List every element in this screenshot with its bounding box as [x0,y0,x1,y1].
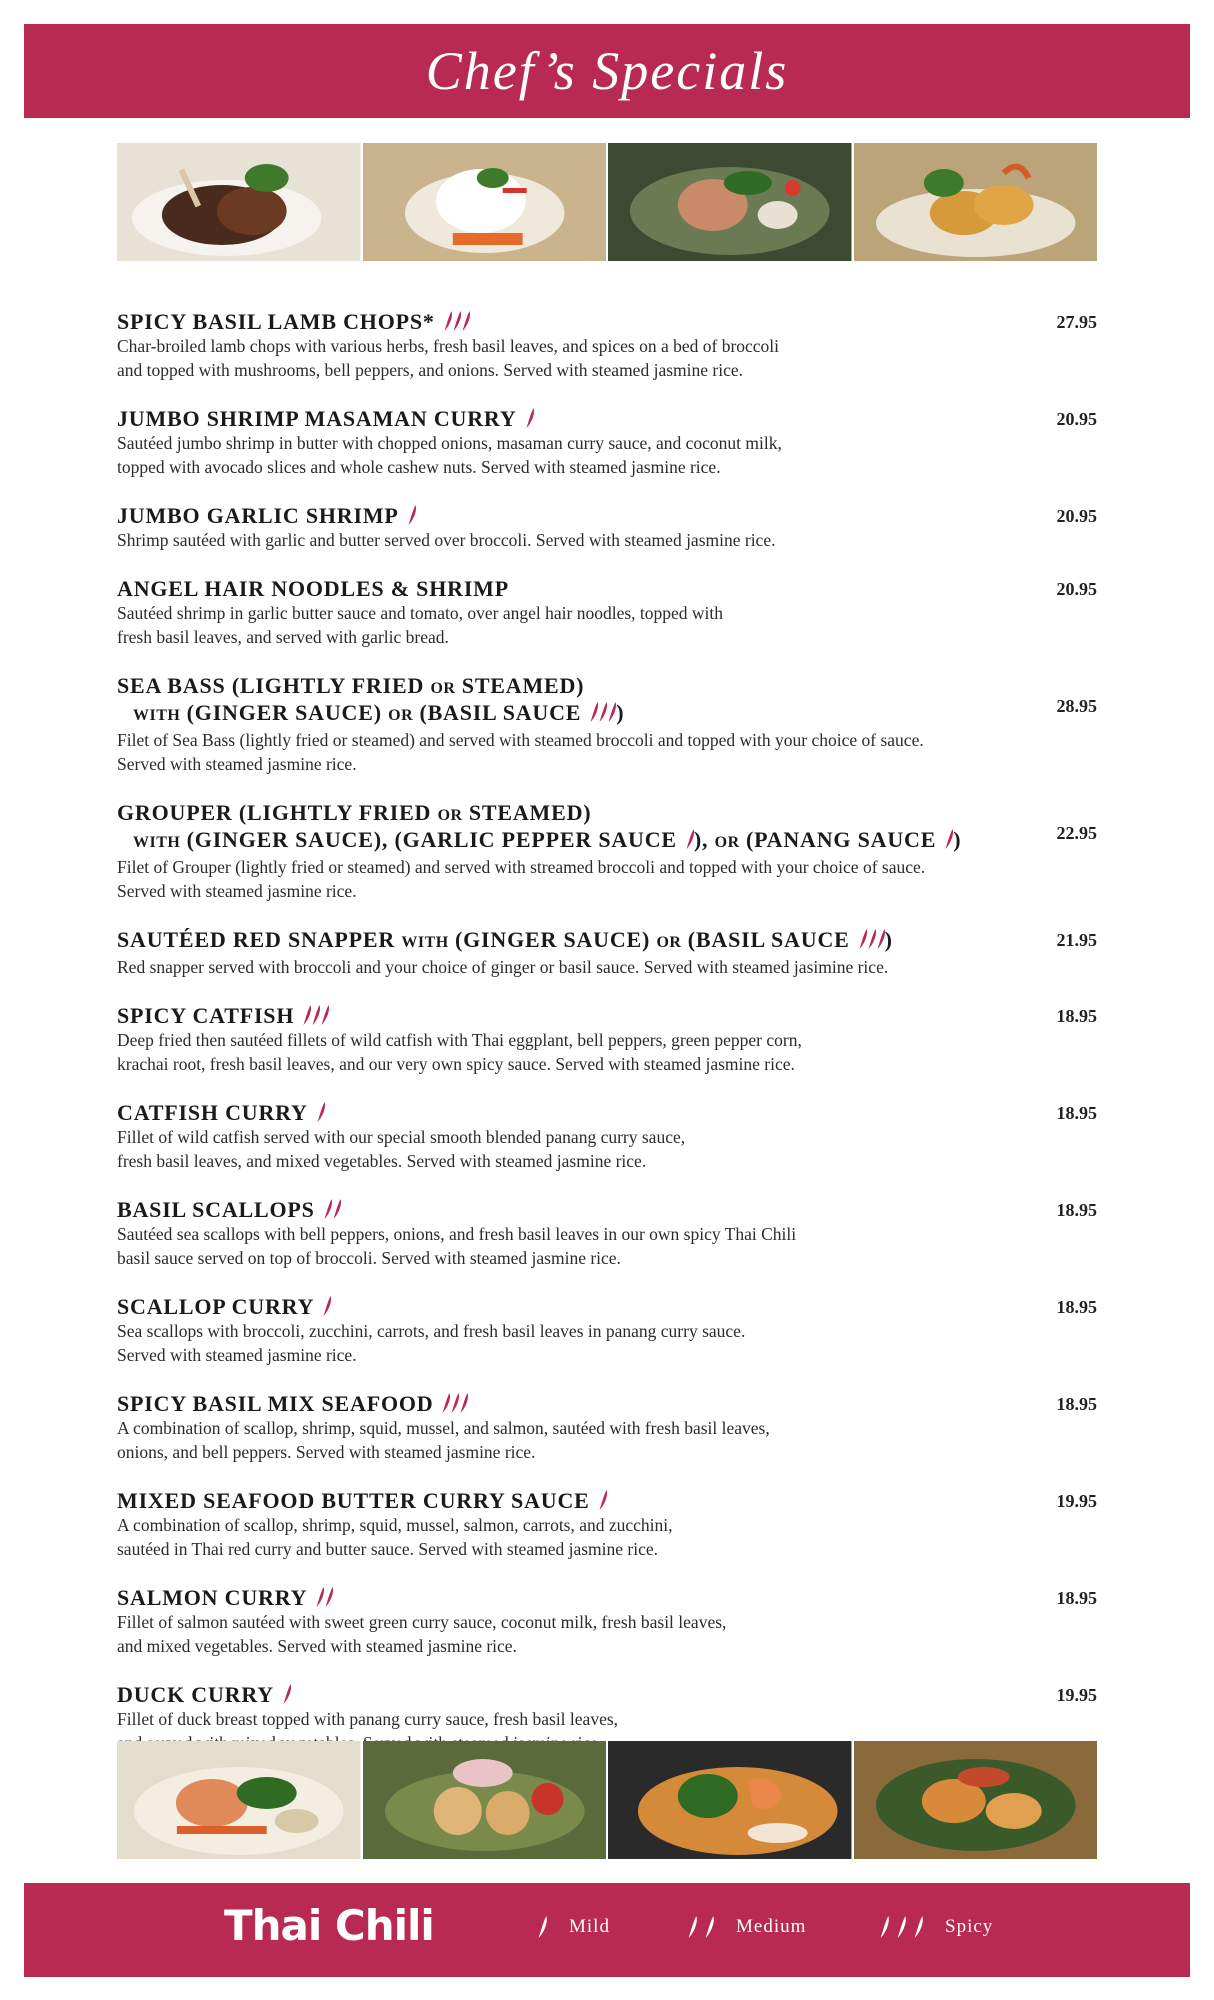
title-text: (PANANG SAUCE [745,827,937,852]
seafood-basil-photo [117,1741,361,1859]
description-line: Filet of Grouper (lightly fried or steamed) and served with streamed broccoli and topped with your choice of sauce. [117,857,926,877]
chili-icon [896,1915,908,1939]
chili-icon [913,1915,925,1939]
description-line: onions, and bell peppers. Served with steamed jasmine rice. [117,1442,536,1462]
chili-icon [537,1915,549,1939]
chili-icon [322,1295,333,1317]
bottom-photo-strip [117,1741,1097,1859]
title-text: SPICY BASIL LAMB CHOPS* [117,309,435,334]
menu-item-price: 20.95 [1056,579,1097,599]
title-text: SEA BASS (LIGHTLY FRIED [117,673,425,698]
description-line: A combination of scallop, shrimp, squid, mussel, salmon, carrots, and zucchini, [117,1515,673,1535]
title-text: JUMBO GARLIC SHRIMP [117,503,399,528]
title-text: (GINGER SAUCE) [186,700,382,725]
description-line: Sautéed jumbo shrimp in butter with chopped onions, masaman curry sauce, and coconut milk, [117,433,782,453]
chili-icon [282,1683,293,1705]
menu-item-description [117,528,1032,552]
title-text: GROUPER (LIGHTLY FRIED [117,800,432,825]
description-line: sautéed in Thai red curry and butter sauce. Served with steamed jasmine rice. [117,1539,659,1559]
menu-item-description [117,1125,1032,1173]
chili-rating [407,504,416,528]
small-caps-word: WITH [401,934,449,951]
description-line: Shrimp sautéed with garlic and butter served over broccoli. Served with steamed jasmine rice. [117,530,776,550]
chili-icon [324,1586,335,1608]
lamb-chops-photo [117,143,361,261]
menu-list [117,310,1097,1780]
menu-item-title [117,1489,1097,1513]
menu-item-price: 20.95 [1056,506,1097,526]
chili-rating [323,1198,341,1222]
menu-item-title [117,1004,1097,1028]
top-photo-strip [117,143,1097,261]
description-line: krachai root, fresh basil leaves, and our very own spicy sauce. Served with steamed jasmine rice. [117,1054,795,1074]
description-line: Sautéed shrimp in garlic butter sauce and tomato, over angel hair noodles, topped with [117,603,724,623]
menu-item-description [117,1028,1032,1076]
title-text: (GINGER SAUCE) [455,927,651,952]
chili-rating [315,1586,333,1610]
title-text: DUCK CURRY [117,1682,274,1707]
menu-item-price: 18.95 [1056,1588,1097,1608]
menu-item-title [117,674,1097,728]
chili-icon [944,828,955,850]
title-text: BASIL SCALLOPS [117,1197,315,1222]
description-line: Sautéed sea scallops with bell peppers, onions, and fresh basil leaves in our own spicy Thai Chili [117,1224,797,1244]
menu-item-price: 21.95 [1056,930,1097,950]
description-line: fresh basil leaves, and served with garlic bread. [117,627,449,647]
legend-spicy [876,1915,993,1939]
small-caps-word: OR [714,834,740,851]
description-line: Served with steamed jasmine rice. [117,881,357,901]
menu-item [117,407,1097,479]
title-text: SALMON CURRY [117,1585,308,1610]
chili-rating [858,928,885,952]
title-text: CATFISH CURRY [117,1100,308,1125]
menu-item-title [117,504,1097,528]
basil-seafood-photo [608,143,852,261]
menu-item-price: 18.95 [1056,1103,1097,1123]
chili-icon [316,1101,327,1123]
description-line: Fillet of wild catfish served with our special smooth blended panang curry sauce, [117,1127,686,1147]
title-text: MIXED SEAFOOD BUTTER CURRY SAUCE [117,1488,590,1513]
title-text: SAUTÉED RED SNAPPER [117,927,396,952]
chili-rating [685,828,694,852]
chili-rating [598,1489,607,1513]
description-line: fresh basil leaves, and mixed vegetables. Served with steamed jasmine rice. [117,1151,647,1171]
chili-rating [302,1004,329,1028]
menu-item-title-line2: WITH (GINGER SAUCE), (GARLIC PEPPER SAUCE ), OR (PANANG SAUCE ) [133,827,962,852]
chili-rating [443,310,470,334]
header-banner [24,24,1190,118]
chili-rating [441,1392,468,1416]
chili-icon [704,1915,716,1939]
menu-item [117,1586,1097,1658]
legend-label: Medium [736,1916,807,1937]
legend-mild [534,1915,610,1939]
title-text: SCALLOP CURRY [117,1294,315,1319]
menu-item-description [117,728,1032,776]
description-line: topped with avocado slices and whole cashew nuts. Served with steamed jasmine rice. [117,457,721,477]
title-text: SPICY CATFISH [117,1003,295,1028]
description-line: Served with steamed jasmine rice. [117,1345,357,1365]
menu-item-title-line2: WITH (GINGER SAUCE) OR (BASIL SAUCE ) [133,700,625,725]
scallops-photo [363,1741,607,1859]
menu-item [117,310,1097,382]
menu-item-description [117,855,1032,903]
description-line: Sea scallops with broccoli, zucchini, carrots, and fresh basil leaves in panang curry sauce. [117,1321,746,1341]
menu-item [117,928,1097,979]
chili-icon [332,1198,343,1220]
menu-item-description [117,334,1032,382]
menu-item-description [117,1416,1032,1464]
menu-item-price: 18.95 [1056,1200,1097,1220]
menu-item-title [117,577,1097,601]
menu-item-title [117,1586,1097,1610]
page-title: Chef’s Specials [425,41,789,101]
menu-item-title [117,1295,1097,1319]
description-line: A combination of scallop, shrimp, squid, mussel, and salmon, sautéed with fresh basil leaves, [117,1418,770,1438]
menu-item-price: 18.95 [1056,1297,1097,1317]
description-line: Deep fried then sautéed fillets of wild catfish with Thai eggplant, bell peppers, green pepper corn, [117,1030,802,1050]
menu-item-price: 27.95 [1056,312,1097,332]
menu-item [117,1489,1097,1561]
title-text: STEAMED) [468,800,592,825]
chili-icon [461,310,472,332]
title-text: (BASIL SAUCE [687,927,850,952]
menu-item-description [117,431,1032,479]
chili-icon [879,1915,891,1939]
chili-icon [407,504,418,526]
menu-item [117,1004,1097,1076]
description-line: basil sauce served on top of broccoli. Served with steamed jasmine rice. [117,1248,621,1268]
menu-item-description [117,601,1032,649]
description-line: and mixed vegetables. Served with steamed jasmine rice. [117,1636,517,1656]
title-text: STEAMED) [461,673,585,698]
legend-medium [684,1915,806,1939]
menu-item-description [117,1319,1032,1367]
small-caps-word: OR [388,707,414,724]
description-line: Filet of Sea Bass (lightly fried or steamed) and served with steamed broccoli and topped with your choice of sauce. [117,730,924,750]
menu-item [117,577,1097,649]
small-caps-word: OR [430,680,456,697]
menu-item [117,1295,1097,1367]
description-line: Red snapper served with broccoli and your choice of ginger or basil sauce. Served with steamed jasimine rice. [117,957,889,977]
chili-rating [589,701,616,725]
chili-icon [607,701,618,723]
menu-item-price: 28.95 [1056,696,1097,716]
title-text: JUMBO SHRIMP MASAMAN CURRY [117,406,517,431]
small-caps-word: OR [656,934,682,951]
steamed-fish-photo [363,143,607,261]
legend-label: Mild [569,1916,610,1937]
description-line: and topped with mushrooms, bell peppers, and onions. Served with steamed jasmine rice. [117,360,743,380]
menu-item-title [117,310,1097,334]
menu-item-price: 22.95 [1056,823,1097,843]
footer-banner [24,1883,1190,1977]
description-line: Fillet of salmon sautéed with sweet green curry sauce, coconut milk, fresh basil leaves, [117,1612,727,1632]
description-line: Fillet of duck breast topped with panang curry sauce, fresh basil leaves, [117,1709,619,1729]
menu-item-description [117,1610,1032,1658]
chili-icon [459,1392,470,1414]
chili-icon [687,1915,699,1939]
logo-text: Thai Chili [224,1901,434,1950]
menu-item-title [117,1683,1097,1707]
chili-rating [322,1295,331,1319]
menu-item [117,674,1097,776]
title-text: ANGEL HAIR NOODLES & SHRIMP [117,576,509,601]
legend-label: Spicy [945,1916,994,1937]
description-line: Served with steamed jasmine rice. [117,754,357,774]
menu-item-title [117,1101,1097,1125]
chili-rating [525,407,534,431]
chili-rating [944,828,953,852]
chili-icon [525,407,536,429]
chili-icon [598,1489,609,1511]
shrimp-basil-photo [608,1741,852,1859]
menu-item-price: 19.95 [1056,1491,1097,1511]
menu-item-description [117,955,1032,979]
menu-item-price: 19.95 [1056,1685,1097,1705]
crispy-seafood-photo [854,1741,1098,1859]
fried-shrimp-photo [854,143,1098,261]
menu-item [117,504,1097,552]
chili-icon [320,1004,331,1026]
menu-item-title: SAUTÉED RED SNAPPER WITH (GINGER SAUCE) OR (BASIL SAUCE ) [117,927,893,952]
menu-item-description [117,1222,1032,1270]
menu-item-price: 18.95 [1056,1006,1097,1026]
title-text: SPICY BASIL MIX SEAFOOD [117,1391,434,1416]
menu-item [117,1198,1097,1270]
menu-item-title [117,1198,1097,1222]
chili-icon [876,928,887,950]
chili-icon [685,828,696,850]
chili-rating [282,1683,291,1707]
small-caps-word: WITH [133,834,181,851]
thai-chili-logo [224,1901,434,1950]
title-text: (BASIL SAUCE [419,700,582,725]
menu-item [117,1392,1097,1464]
title-text: (GARLIC PEPPER SAUCE [394,827,677,852]
title-text: (GINGER SAUCE), [186,827,389,852]
menu-item-description [117,1513,1032,1561]
menu-item-title [117,407,1097,431]
menu-item [117,1101,1097,1173]
menu-item-price: 18.95 [1056,1394,1097,1414]
description-line: Char-broiled lamb chops with various herbs, fresh basil leaves, and spices on a bed of broccoli [117,336,780,356]
chili-rating [316,1101,325,1125]
menu-item-title [117,801,1097,855]
small-caps-word: WITH [133,707,181,724]
menu-item-title [117,1392,1097,1416]
menu-item [117,801,1097,903]
small-caps-word: OR [437,807,463,824]
menu-item-price: 20.95 [1056,409,1097,429]
